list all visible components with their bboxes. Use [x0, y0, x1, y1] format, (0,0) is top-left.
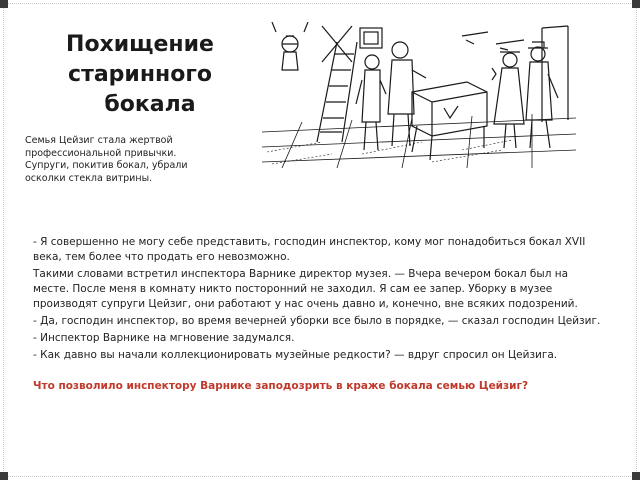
title-line-3: бокала — [104, 92, 196, 117]
paragraph: - Как давно вы начали коллекционировать музейные редкости? — вдруг спросил он Цейзига. — [33, 349, 558, 361]
page-title — [40, 30, 240, 120]
story-text — [33, 235, 603, 396]
corner-top-left — [0, 0, 8, 8]
corner-bottom-left — [0, 472, 8, 480]
museum-illustration — [262, 22, 576, 168]
paragraph: - Да, господин инспектор, во время вечерней уборки все было в порядке, — сказал господин Цейзиг. — [33, 315, 601, 327]
title-line-1: Похищение — [66, 32, 214, 57]
paragraph: - Инспектор Варнике на мгновение задумался. — [33, 332, 295, 344]
question: Что позволило инспектору Варнике заподозрить в краже бокала семью Цейзиг? — [33, 380, 529, 392]
paragraph: Такими словами встретил инспектора Варнике директор музея. — Вчера вечером бокал был на месте. После меня в комнату никто посторонний не заходил. Я сам ее запер. Уборку в музее производят супруги Цейзиг, они работают у нас очень давно и, конечно, вне всяких подозрений. — [33, 268, 578, 310]
caption: Семья Цейзиг стала жертвой профессиональной привычки. Супруги, покитив бокал, убрали осколки стекла витрины. — [25, 135, 188, 184]
corner-top-right — [632, 0, 640, 8]
title-line-2: старинного — [68, 62, 212, 87]
corner-bottom-right — [632, 472, 640, 480]
paragraph: - Я совершенно не могу себе представить, господин инспектор, кому мог понадобиться бокал XVII века, тем более что продать его невозможно. — [33, 236, 586, 263]
